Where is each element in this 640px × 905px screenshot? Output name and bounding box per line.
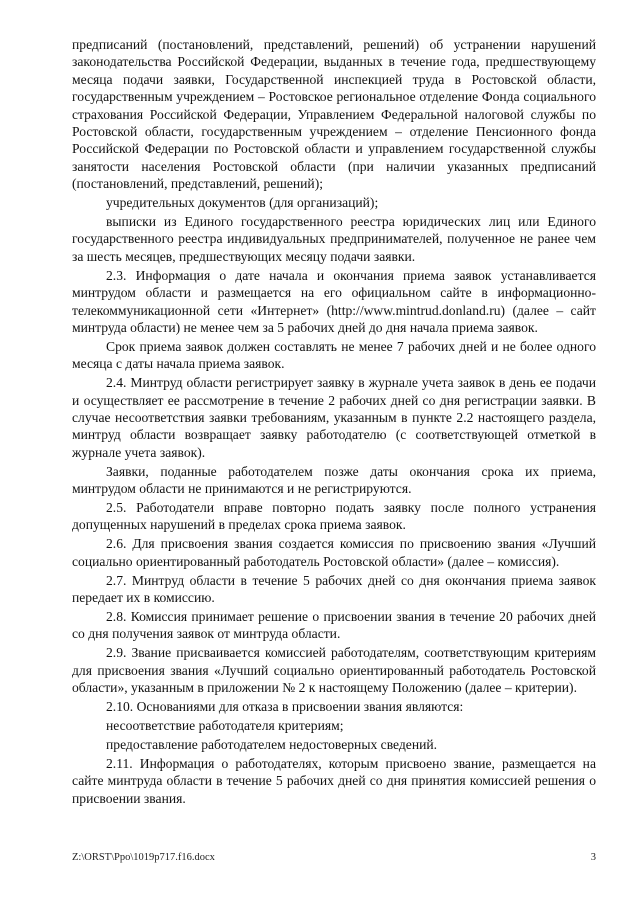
- paragraph: предписаний (постановлений, представлений, решений) об устранении нарушений законодательства Российской Федерации, выданных в течение года, предшествующему месяца подачи заявки, Государственной инспекцией труда в Ростовской области, государственным учреждением – Ростовское региональное отделение Фонда социального страхования Российской Федерации, Управлением Федеральной налоговой службы по Ростовской области, государственным учреждением – отделение Пенсионного фонда Российской Федерации по Ростовской области и управлением государственной службы занятости населения Ростовской области (при наличии указанных предписаний (постановлений, представлений, решений);: [72, 37, 596, 192]
- file-path: Z:\ORST\Ppo\1019p717.f16.docx: [72, 852, 215, 863]
- paragraph: несоответствие работодателя критериям;: [106, 717, 344, 733]
- paragraph: 2.10. Основаниями для отказа в присвоении звания являются:: [106, 699, 464, 715]
- paragraph: 2.11. Информация о работодателях, которым присвоено звание, размещается на сайте минтруда области в течение 5 рабочих дней со дня принятия комиссией решения о присвоении звания.: [72, 755, 596, 806]
- paragraph: 2.3. Информация о дате начала и окончания приема заявок устанавливается минтрудом области и размещается на его официальном сайте в информационно-телекоммуникационной сети «Интернет» (http://www.mintrud.donland.ru) (далее – сайт минтруда области) не менее чем за 5 рабочих дней до дня начала приема заявок.: [72, 267, 596, 335]
- page-footer: [72, 852, 596, 863]
- paragraph: выписки из Единого государственного реестра юридических лиц или Единого государственного реестра индивидуальных предпринимателей, полученное не ранее чем за шесть месяцев, предшествующих месяцу подачи заявки.: [72, 214, 596, 264]
- page-number: 3: [590, 852, 596, 863]
- paragraph: Заявки, поданные работодателем позже даты окончания срока их приема, минтрудом области не принимаются и не регистрируются.: [72, 463, 596, 497]
- paragraph: 2.8. Комиссия принимает решение о присвоении звания в течение 20 рабочих дней со дня получения заявок от минтруда области.: [72, 609, 596, 642]
- paragraph: учредительных документов (для организаций);: [106, 195, 379, 211]
- paragraph: 2.5. Работодатели вправе повторно подать заявку после полного устранения допущенных нарушений в пределах срока приема заявок.: [72, 500, 596, 533]
- paragraph: 2.7. Минтруд области в течение 5 рабочих дней со дня окончания приема заявок передает их в комиссию.: [72, 572, 596, 606]
- paragraph: предоставление работодателем недостоверных сведений.: [106, 736, 438, 752]
- paragraph: 2.9. Звание присваивается комиссией работодателям, соответствующим критериям для присвоения звания «Лучший социально ориентированный работодатель Ростовской области», указанным в приложении № 2 к настоящему Положению (далее – критерии).: [72, 645, 596, 696]
- paragraph: Срок приема заявок должен составлять не менее 7 рабочих дней и не более одного месяца с даты начала приема заявок.: [72, 338, 596, 372]
- paragraph: 2.4. Минтруд области регистрирует заявку в журнале учета заявок в день ее подачи и осуществляет ее рассмотрение в течение 2 рабочих дней со дня регистрации заявки. В случае несоответствия заявки требованиям, указанным в пункте 2.2 настоящего раздела, минтруд области возвращает заявку работодателю (с соответствующей отметкой в журнале учета заявок).: [72, 375, 596, 460]
- paragraph: 2.6. Для присвоения звания создается комиссия по присвоению звания «Лучший социально ориентированный работодатель Ростовской области» (далее – комиссия).: [72, 536, 596, 569]
- document-body: [72, 36, 596, 808]
